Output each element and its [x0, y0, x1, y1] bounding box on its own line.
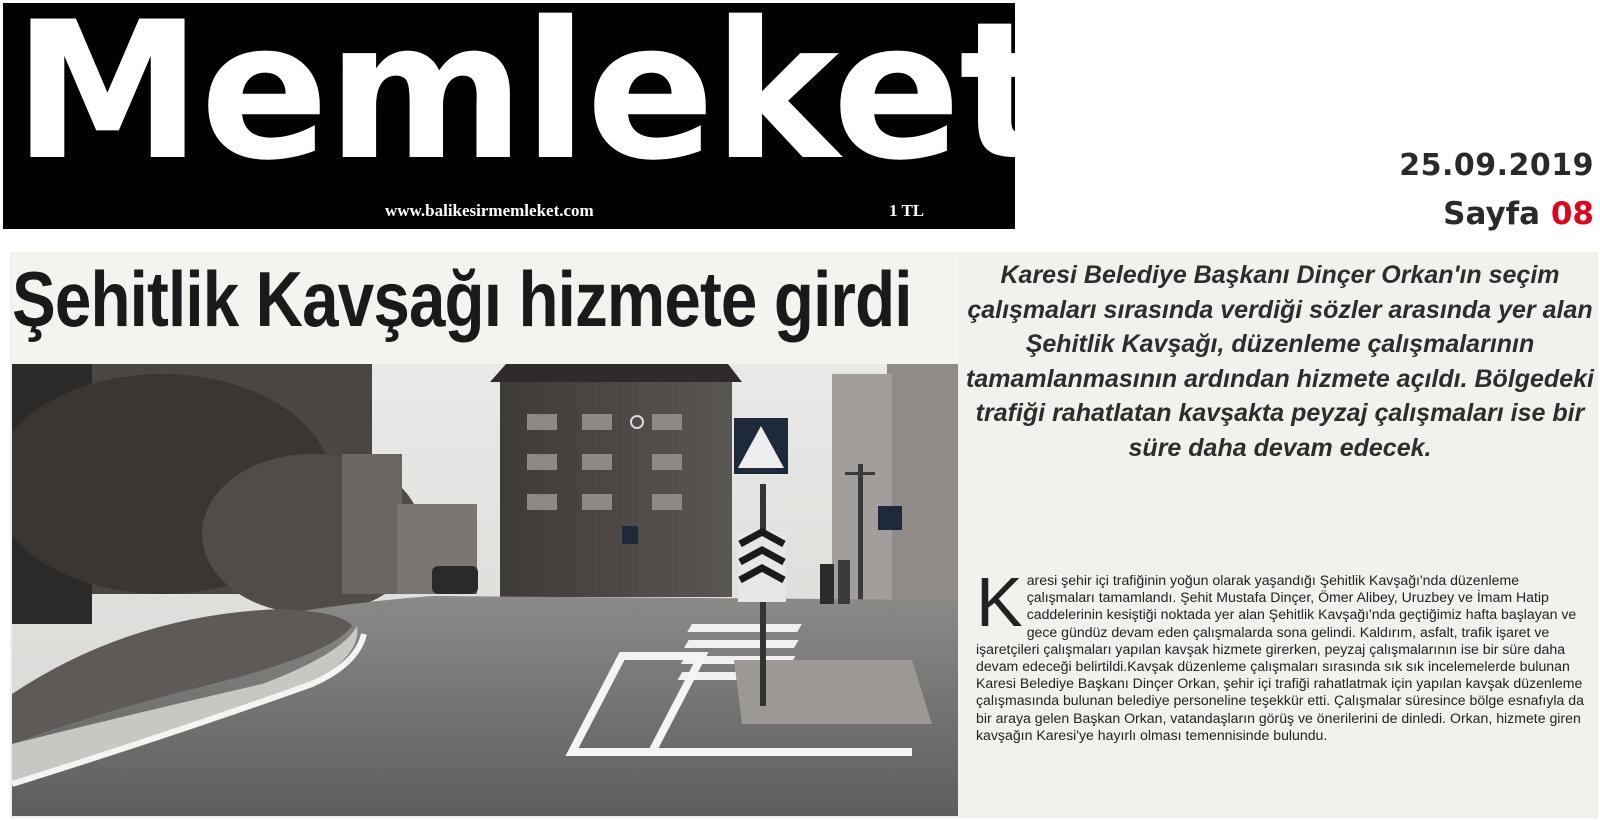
intersection-photo [12, 364, 958, 816]
newspaper-url: www.balikesirmemleket.com [385, 201, 594, 220]
issue-date: 25.09.2019 [1399, 148, 1594, 183]
page-number: 08 [1550, 196, 1594, 232]
masthead [3, 0, 1048, 229]
headline-box [12, 252, 958, 364]
newspaper-logo: Memleket [13, 0, 1048, 202]
article-body-text: aresi şehir içi trafiğinin yoğun olarak yaşandığı Şehitlik Kavşağı'nda düzenleme çalışmaları tamamlandı. Şehit Mustafa Dinçer, Ömer Alibey, Uruzbey ve İmam Hatip caddelerinin kesiştiği noktada yer alan Şehitlik Kavşağı'nda geçtiğimiz hafta başlayan ve gece gündüz devam eden çalışmalarda sona gelindi. Kaldırım, asfalt, trafik işaret ve işaretçileri çalışmaları yapılan kavşak hizmete girerken, peyzaj çalışmalarının ise bir süre daha devam edeceği belirtildi.Kavşak düzenleme çalışmaları sırasında sık sık incelemelerde bulunan Karesi Belediye Başkanı Dinçer Orkan, şehir içi trafiği rahatlatmak için yapılan kavşak düzenleme çalışmasında bulunan belediye personeline teşekkür etti. Çalışmalar süresince bölge esnafıyla da bir araya gelen Başkan Orkan, vatandaşların görüş ve önerilerini de dinledi. Orkan, hizmete giren kavşağın Karesi'ye hayırlı olması temennisinde bulundu. [976, 572, 1584, 743]
article-photo [12, 364, 958, 816]
drop-cap: K [976, 563, 1023, 641]
page-indicator [1443, 196, 1594, 232]
article-lead: Karesi Belediye Başkanı Dinçer Orkan'ın seçim çalışmaları sırasında verdiği sözler arasında yer alan Şehitlik Kavşağı, düzenleme çalışmalarının tamamlanmasının ardından hizmete açıldı. Bölgedeki trafiği rahatlatan kavşakta peyzaj çalışmaları ise bir süre daha devam edecek. [966, 261, 1594, 462]
page-label: Sayfa [1443, 196, 1541, 232]
article-headline: Şehitlik Kavşağı hizmete girdi [12, 255, 912, 343]
article-body [976, 563, 1590, 744]
newspaper-price: 1 TL [889, 201, 925, 220]
